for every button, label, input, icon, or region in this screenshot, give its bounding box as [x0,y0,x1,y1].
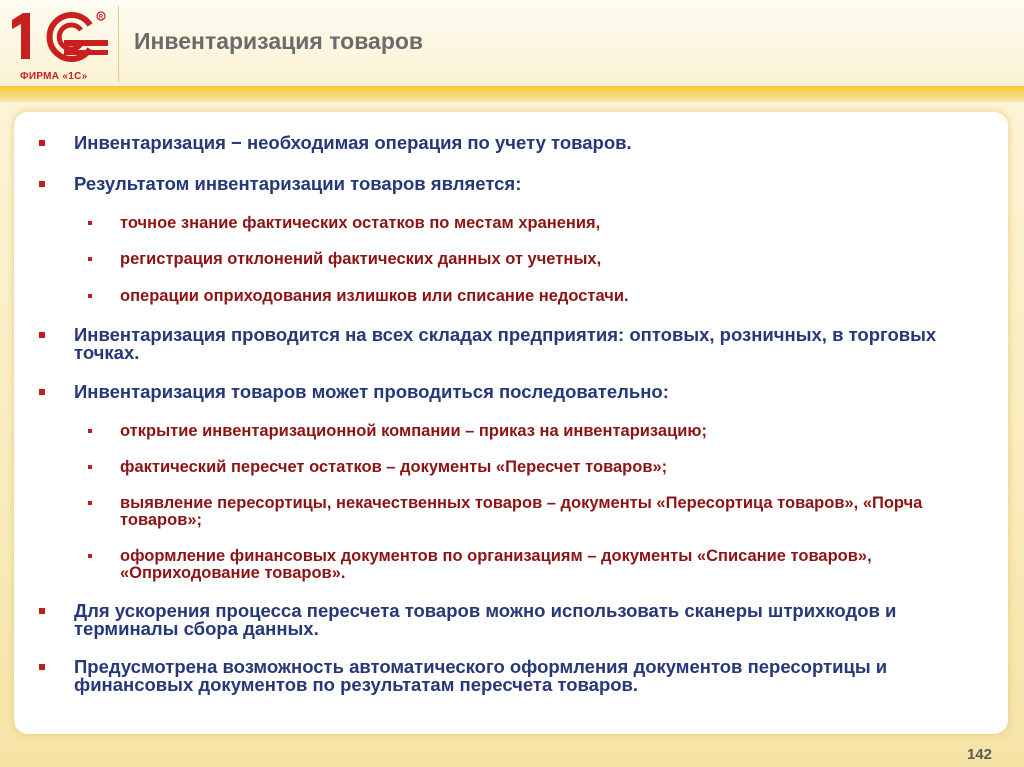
list-item-text: Для ускорения процесса пересчета товаров можно использовать сканеры штрихкодов и терминалы сбора данных. [74,600,897,639]
list-item-text: операции оприходования излишков или списание недостачи. [120,287,629,305]
list-item-text: Инвентаризация проводится на всех складах предприятия: оптовых, розничных, в торговых точках. [74,324,937,363]
list-item-text: регистрация отклонений фактических данных от учетных, [120,250,602,268]
list-item [36,423,996,440]
bullet-marker [88,257,92,261]
list-item [36,548,996,582]
list-item-text: Предусмотрена возможность автоматического оформления документов пересортицы и финансовых документов по результатам пересчета товаров. [74,656,888,695]
bullet-marker [88,221,92,225]
bullet-marker [88,429,92,433]
list-item [36,495,996,529]
svg-text:R: R [98,14,104,21]
logo-1c-icon [6,8,114,64]
logo-divider [118,6,119,82]
logo [6,8,114,82]
list-item [36,134,996,152]
list-item [36,658,996,694]
bullet-marker [39,664,45,670]
list-item [36,383,996,401]
list-item-text: фактический пересчет остатков – документы «Пересчет товаров»; [120,458,668,476]
list-item-text: Инвентаризация товаров может проводиться последовательно: [74,381,669,402]
bullet-list [36,126,996,694]
bullet-marker [88,294,92,298]
list-item-text: выявление пересортицы, некачественных товаров – документы «Пересортица товаров», «Порча товаров»; [120,494,923,529]
bullet-marker [39,140,45,146]
bullet-marker [88,554,92,558]
logo-caption: ФИРМА «1С» [20,71,88,82]
bullet-marker [88,465,92,469]
list-item [36,288,996,305]
bullet-marker [39,181,45,187]
list-item-text: открытие инвентаризационной компании – приказ на инвентаризацию; [120,422,707,440]
bullet-marker [88,501,92,505]
list-item [36,175,996,193]
bullet-marker [39,389,45,395]
page-title: Инвентаризация товаров [134,28,424,54]
list-item-text: Инвентаризация − необходимая операция по учету товаров. [74,132,632,153]
list-item [36,602,996,638]
list-item [36,251,996,268]
header-accent-bar [0,86,1024,102]
list-item-text: Результатом инвентаризации товаров является: [74,173,522,194]
bullet-marker [39,332,45,338]
list-item [36,459,996,476]
page-number: 142 [966,746,992,763]
list-item [36,215,996,232]
list-item-text: точное знание фактических остатков по местам хранения, [120,214,601,232]
list-item-text: оформление финансовых документов по организациям – документы «Списание товаров», «Оприходование товаров». [120,547,872,582]
list-item [36,326,996,362]
bullet-marker [39,608,45,614]
